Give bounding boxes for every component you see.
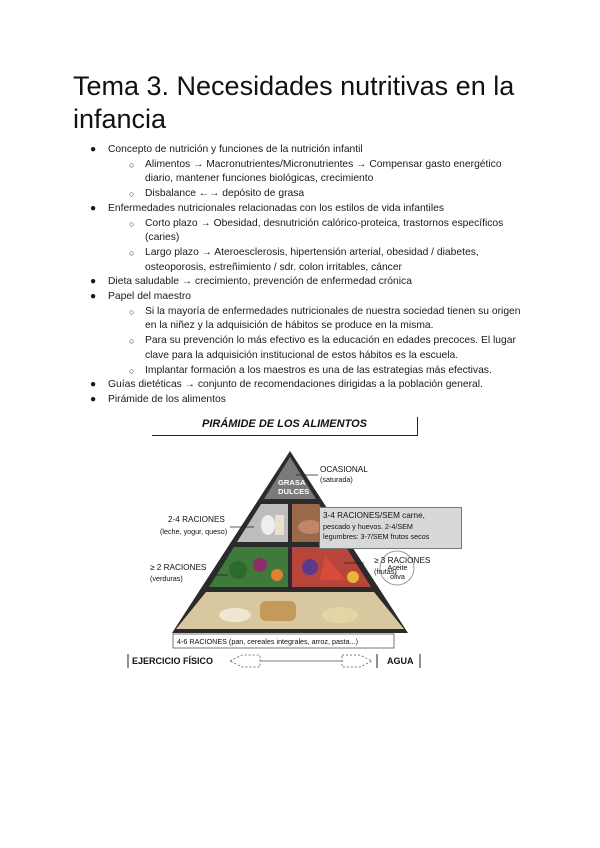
bullet-list xyxy=(90,143,530,408)
olive-oil-line-1: Aceite xyxy=(387,563,408,572)
sub-list-item xyxy=(129,158,530,187)
ocasional-label: OCASIONAL xyxy=(320,465,368,474)
list-item-text: Enfermedades nutricionales relacionadas con los estilos de vida infantiles xyxy=(108,202,444,214)
grains-rations: 4-6 RACIONES (pan, cereales integrales, arroz, pasta...) xyxy=(177,637,358,646)
list-item xyxy=(90,202,530,276)
sub-list-item-text: Para su prevención lo más efectivo es la educación en edades precoces. El lugar clave para la adquisición institucional de estos hábitos es la escuela. xyxy=(145,335,516,361)
sub-list-item xyxy=(129,187,530,202)
vegetables-examples: (verduras) xyxy=(150,574,183,583)
hollow-bullet-icon: ○ xyxy=(129,159,135,170)
bullet-icon: ● xyxy=(90,202,97,214)
sub-list-item xyxy=(129,246,530,275)
bullet-icon: ● xyxy=(90,276,97,288)
sub-list-item-text: Corto plazo → Obesidad, desnutrición calórico-proteica, trastornos específicos (caries) xyxy=(145,217,504,244)
lettuce-icon xyxy=(229,561,247,579)
dairy-examples: (leche, yogur, queso) xyxy=(160,527,228,536)
milk-icon xyxy=(261,515,275,535)
fruits-examples: (frutas) xyxy=(374,567,397,576)
arrow-right-icon xyxy=(342,655,372,667)
list-item xyxy=(90,143,530,202)
sub-list-item xyxy=(129,364,530,379)
pasta-icon xyxy=(322,607,358,623)
sub-list xyxy=(129,305,530,379)
list-item xyxy=(90,275,530,290)
yogurt-icon xyxy=(275,515,284,535)
list-item-text: Dieta saludable → crecimiento, prevención de enfermedad crónica xyxy=(108,276,412,288)
top-tier-line-2: DULCES xyxy=(278,487,310,496)
hollow-bullet-icon: ○ xyxy=(129,336,135,347)
list-item-text: Papel del maestro xyxy=(108,291,191,303)
pyramid-heading: PIRÁMIDE DE LOS ALIMENTOS xyxy=(201,418,367,430)
food-pyramid-figure xyxy=(120,415,460,670)
list-item-text: Concepto de nutrición y funciones de la nutrición infantil xyxy=(108,144,363,155)
dairy-rations: 2-4 RACIONES xyxy=(168,515,225,524)
list-item-text: Guías dietéticas → conjunto de recomendaciones dirigidas a la población general. xyxy=(108,379,483,391)
hollow-bullet-icon: ○ xyxy=(129,306,135,317)
olive-oil-line-2: oliva xyxy=(390,572,405,581)
rice-icon xyxy=(219,608,251,622)
carrot-icon xyxy=(271,569,283,581)
hollow-bullet-icon: ○ xyxy=(129,218,135,229)
sub-list-item xyxy=(129,217,530,246)
list-item xyxy=(90,393,530,408)
eggplant-icon xyxy=(253,558,267,572)
sub-list-item-text: Disbalance ←→ depósito de grasa xyxy=(145,188,305,200)
sub-list-item-text: Si la mayoría de enfermedades nutricionales de nuestra sociedad tienen su origen en la niñez y la adquisición de hábitos se produce en la misma. xyxy=(145,305,521,332)
hollow-bullet-icon: ○ xyxy=(129,189,135,200)
water-label: AGUA xyxy=(387,656,414,666)
bullet-icon: ● xyxy=(90,291,97,303)
hollow-bullet-icon: ○ xyxy=(129,365,135,376)
ocasional-note: (saturada) xyxy=(320,475,353,484)
notes-list xyxy=(90,143,530,408)
sub-list-item-text: Largo plazo → Ateroesclerosis, hipertensión arterial, obesidad / diabetes, osteoporosis, estreñimiento / sdr. colon irritables, cáncer xyxy=(145,246,479,273)
hollow-bullet-icon: ○ xyxy=(129,247,135,258)
list-item xyxy=(90,290,530,378)
grapes-icon xyxy=(302,559,318,575)
top-tier-line-1: GRASA xyxy=(278,478,306,487)
sub-list-item-text: Alimentos → Macronutrientes/Micronutrientes → Compensar gasto energético diario, mantener funciones biológicas, crecimiento xyxy=(145,158,502,185)
bread-icon xyxy=(260,601,296,621)
protein-line-3: legumbres: 3-7/SEM frutos secos xyxy=(323,532,430,541)
sub-list xyxy=(129,217,530,276)
sub-list xyxy=(129,158,530,202)
exercise-label: EJERCICIO FÍSICO xyxy=(132,656,214,666)
sub-list-item xyxy=(129,305,530,334)
vegetables-rations: ≥ 2 RACIONES xyxy=(150,563,207,572)
list-item xyxy=(90,378,530,393)
sub-list-item xyxy=(129,334,530,363)
sub-list-item-text: Implantar formación a los maestros es una de las estrategias más efectivas. xyxy=(145,364,492,376)
banana-icon xyxy=(347,571,359,583)
list-item-text: Pirámide de los alimentos xyxy=(108,393,226,405)
bullet-icon: ● xyxy=(90,393,97,405)
fruits-rations: ≥ 3 RACIONES xyxy=(374,556,431,565)
arrow-left-icon xyxy=(230,655,260,667)
page-title: Tema 3. Necesidades nutritivas en la infancia xyxy=(73,71,515,134)
protein-line-1: 3-4 RACIONES/SEM carne, xyxy=(323,511,425,520)
bullet-icon: ● xyxy=(90,379,97,391)
bullet-icon: ● xyxy=(90,144,97,155)
olive-oil-label xyxy=(384,563,411,581)
top-tier-label xyxy=(278,478,310,496)
protein-line-2: pescado y huevos. 2-4/SEM xyxy=(323,522,413,531)
